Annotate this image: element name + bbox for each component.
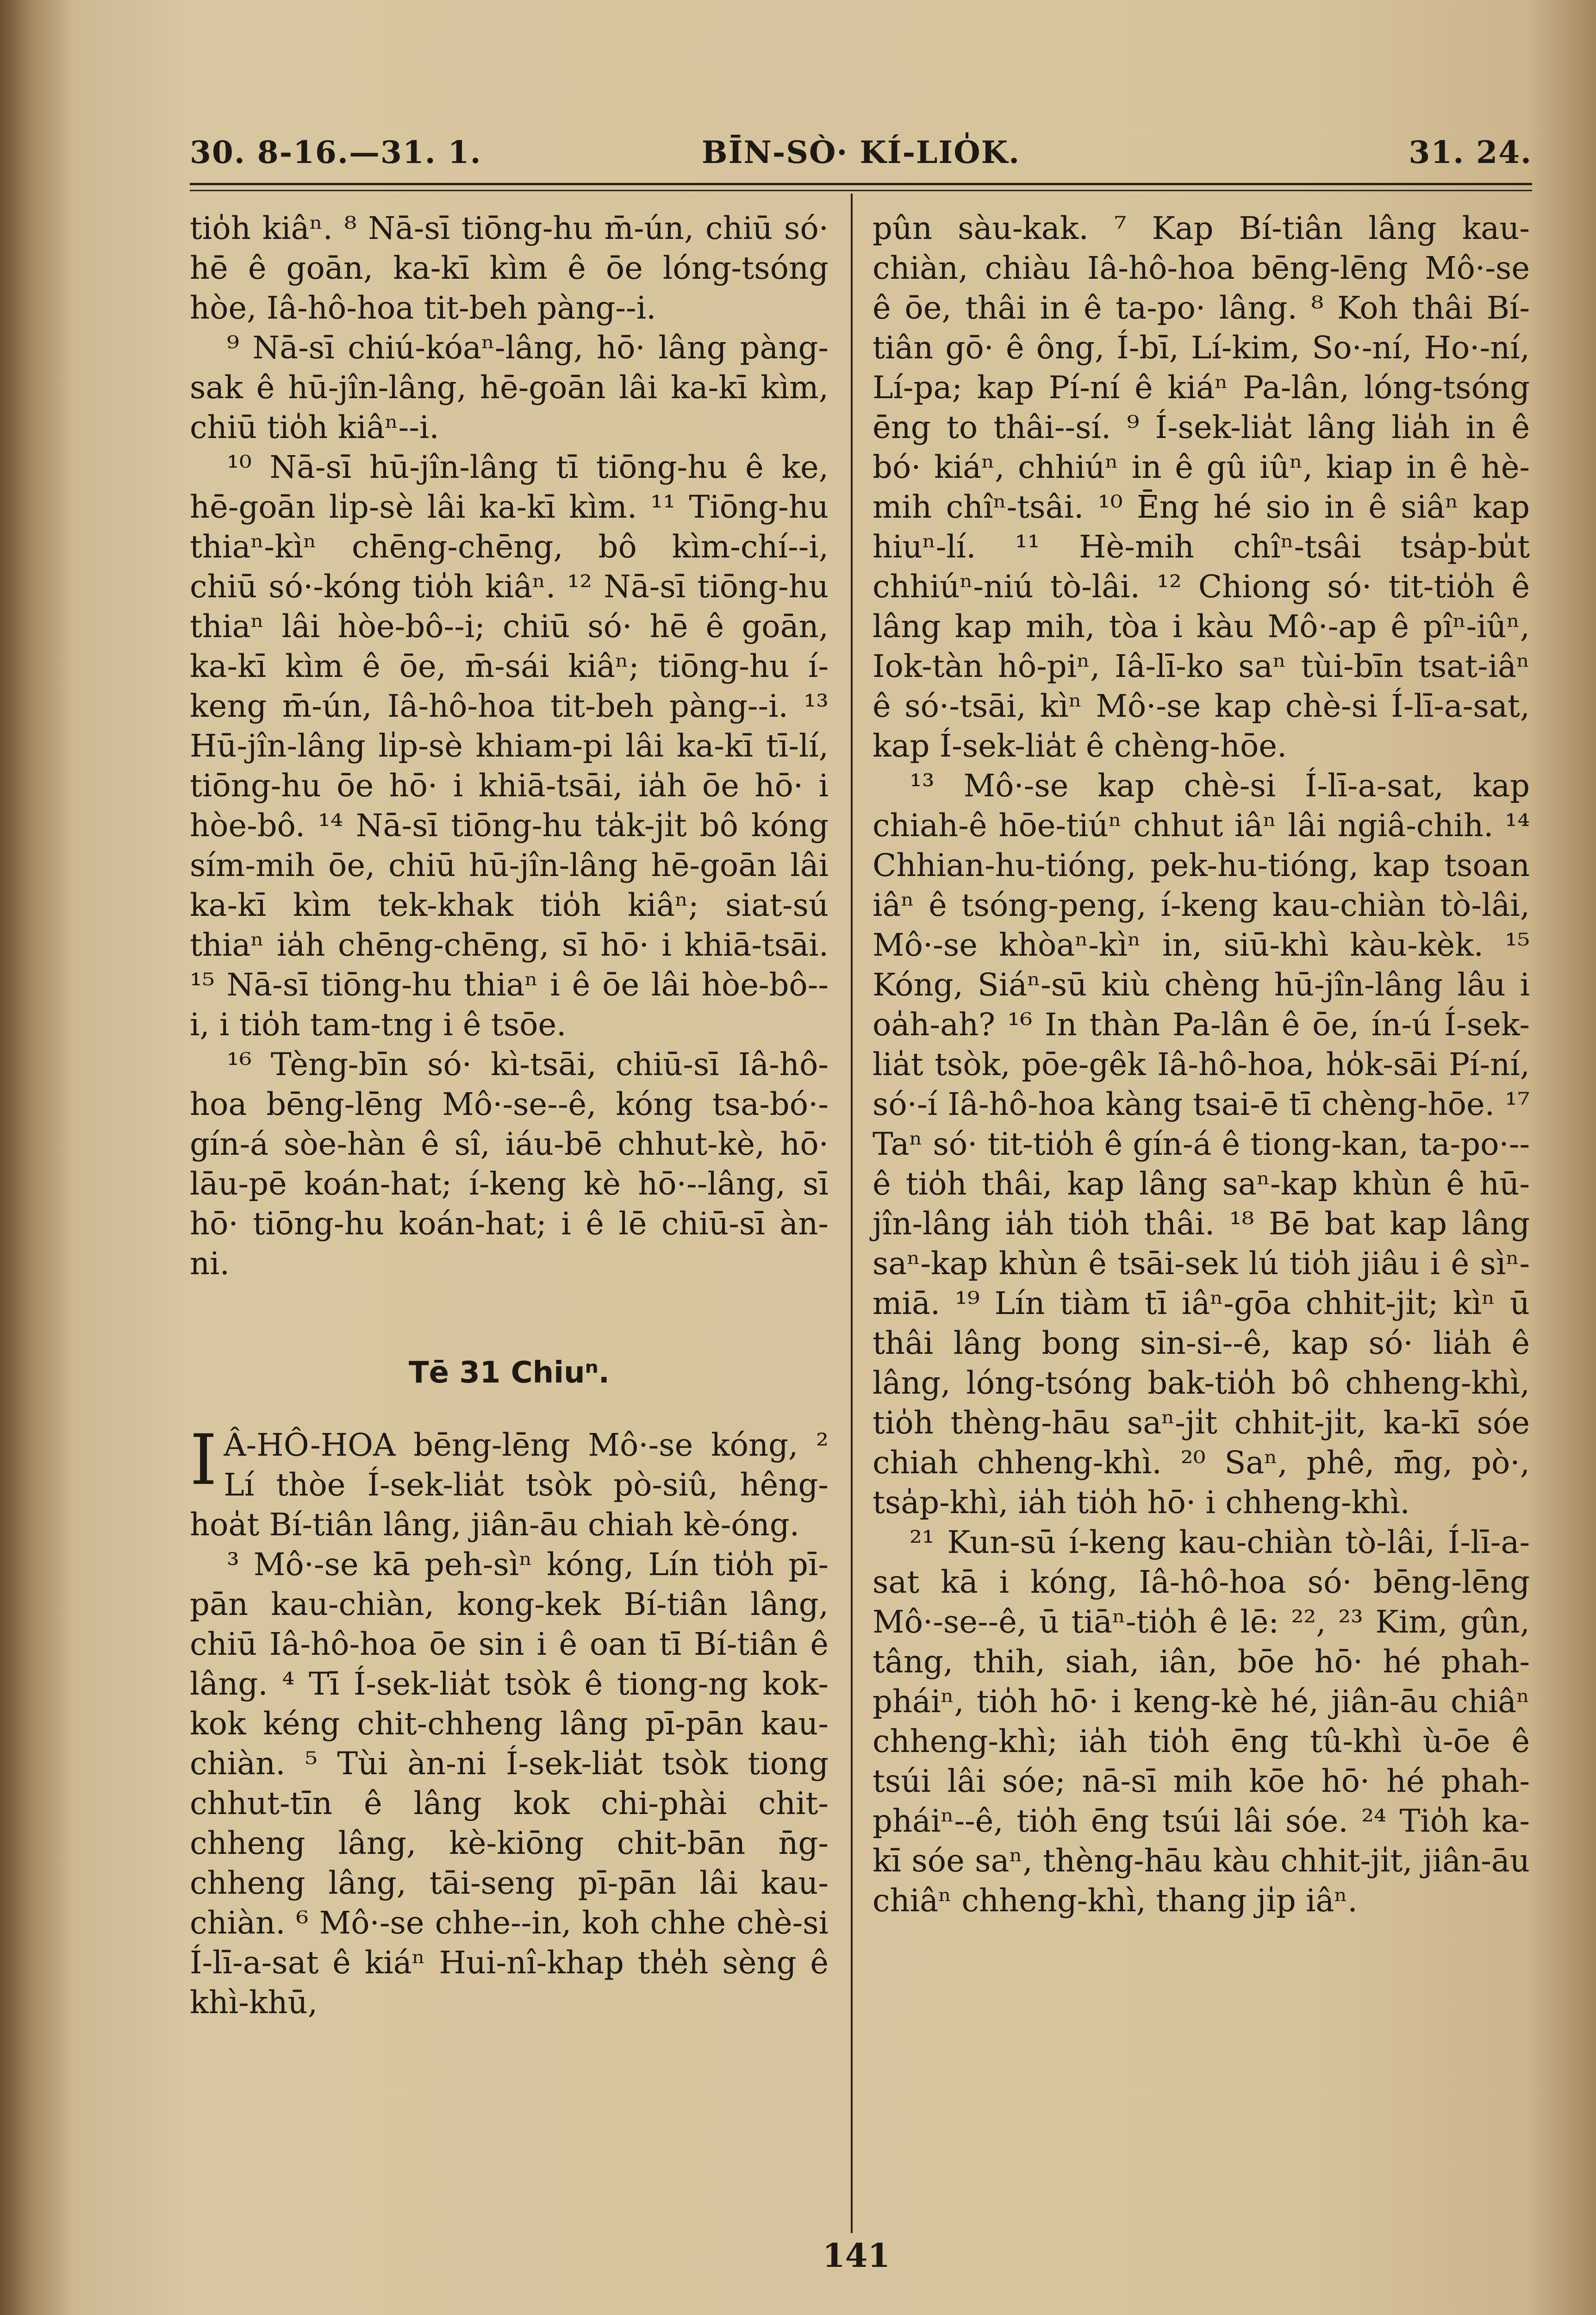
right-column	[873, 208, 1530, 1921]
left-column	[190, 208, 829, 2022]
header-rule-thin	[190, 190, 1532, 191]
paragraph: pûn sàu-kak. ⁷ Kap Bí-tiân lâng kau-chiàn, chiàu Iâ-hô-hoa bēng-lēng Mô·-se ê ōe, thâi in ê ta-po· lâng. ⁸ Koh thâi Bí-tiân gō· ê ông, Í-bī, Lí-kim, So·-ní, Ho·-ní, Lí-pa; kap Pí-ní ê kiáⁿ Pa-lân, lóng-tsóng ēng to thâi--sí. ⁹ Í-sek-lia̍t lâng lia̍h in ê bó· kiáⁿ, chhiúⁿ in ê gû iûⁿ, kiap in ê hè-mih chîⁿ-tsâi. ¹⁰ Ēng hé sio in ê siâⁿ kap hiuⁿ-lí. ¹¹ Hè-mih chîⁿ-tsâi tsa̍p-bu̍t chhiúⁿ-niú tò-lâi. ¹² Chiong só· tit-tio̍h ê lâng kap mih, tòa i kàu Mô·-ap ê pîⁿ-iûⁿ, Iok-tàn hô-piⁿ, Iâ-lī-ko saⁿ tùi-bīn tsat-iâⁿ ê só·-tsāi, kìⁿ Mô·-se kap chè-si Í-lī-a-sat, kap Í-sek-lia̍t ê chèng-hōe.	[873, 210, 1530, 764]
drop-cap: I	[190, 1420, 218, 1501]
running-header	[190, 125, 1532, 181]
header-rule-thick	[190, 183, 1532, 185]
paragraph: ¹⁶ Tèng-bīn só· kì-tsāi, chiū-sī Iâ-hô-hoa bēng-lēng Mô·-se--ê, kóng tsa-bó·-gín-á sòe-hàn ê sî, iáu-bē chhut-kè, hō· lāu-pē koán-hat; í-keng kè hō·--lâng, sī hō· tiōng-hu koán-hat; i ê lē chiū-sī àn-ni.	[190, 1046, 829, 1282]
paragraph-text: Â-HÔ-HOA bēng-lēng Mô·-se kóng, ² Lí thòe Í-sek-lia̍t tsòk pò-siû, hêng-hoa̍t Bí-tiân lâng, jiân-āu chiah kè-óng.	[190, 1427, 829, 1543]
column-divider	[851, 194, 853, 2233]
paragraph: ¹⁰ Nā-sī hū-jîn-lâng tī tiōng-hu ê ke, hē-goān li̍p-sè lâi ka-kī kìm. ¹¹ Tiōng-hu thiaⁿ-kìⁿ chēng-chēng, bô kìm-chí--i, chiū só·-kóng tio̍h kiâⁿ. ¹² Nā-sī tiōng-hu thiaⁿ lâi hòe-bô--i; chiū só· hē ê goān, ka-kī kìm ê ōe, m̄-sái kiâⁿ; tiōng-hu í-keng m̄-ún, Iâ-hô-hoa tit-beh pàng--i. ¹³ Hū-jîn-lâng li̍p-sè khiam-pi lâi ka-kī tī-lí, tiōng-hu ōe hō· i khiā-tsāi, ia̍h ōe hō· i hòe-bô. ¹⁴ Nā-sī tiōng-hu ta̍k-ji̍t bô kóng sím-mih ōe, chiū hū-jîn-lâng hē-goān lâi ka-kī kìm tek-khak tio̍h kiâⁿ; siat-sú thiaⁿ ia̍h chēng-chēng, sī hō· i khiā-tsāi. ¹⁵ Nā-sī tiōng-hu thiaⁿ i ê ōe lâi hòe-bô--i, i tio̍h tam-tng i ê tsōe.	[190, 449, 829, 1043]
paragraph: ²¹ Kun-sū í-keng kau-chiàn tò-lâi, Í-lī-a-sat kā i kóng, Iâ-hô-hoa só· bēng-lēng Mô·-se--ê, ū tiāⁿ-tio̍h ê lē: ²², ²³ Kim, gûn, tâng, thih, siah, iân, bōe hō· hé phah-pháiⁿ, tio̍h hō· i keng-kè hé, jiân-āu chiâⁿ chheng-khì; ia̍h tio̍h ēng tû-khì ù-ōe ê tsúi lâi sóe; nā-sī mih kōe hō· hé phah-pháiⁿ--ê, tio̍h ēng tsúi lâi sóe. ²⁴ Tio̍h ka-kī sóe saⁿ, thèng-hāu kàu chhit-ji̍t, jiân-āu chiâⁿ chheng-khì, thang ji̍p iâⁿ.	[873, 1524, 1530, 1919]
page-number: 141	[822, 2236, 891, 2275]
paragraph: ⁹ Nā-sī chiú-kóaⁿ-lâng, hō· lâng pàng-sak ê hū-jîn-lâng, hē-goān lâi ka-kī kìm, chiū tio̍h kiâⁿ--i.	[190, 330, 829, 445]
header-book-title: BĪN-SÒ· KÍ-LIO̍K.	[701, 134, 1021, 170]
paragraph: tio̍h kiâⁿ. ⁸ Nā-sī tiōng-hu m̄-ún, chiū só· hē ê goān, ka-kī kìm ê ōe lóng-tsóng hòe, Iâ-hô-hoa tit-beh pàng--i.	[190, 210, 829, 326]
chapter-heading: Tē 31 Chiuⁿ.	[408, 1356, 610, 1390]
paragraph: ³ Mô·-se kā peh-sìⁿ kóng, Lín tio̍h pī-pān kau-chiàn, kong-kek Bí-tiân lâng, chiū Iâ-hô-hoa ōe sin i ê oan tī Bí-tiân ê lâng. ⁴ Tī Í-sek-lia̍t tsòk ê tiong-ng kok-kok kéng chit-chheng lâng pī-pān kau-chiàn. ⁵ Tùi àn-ni Í-sek-lia̍t tsòk tiong chhut-tīn ê lâng kok chi-phài chit-chheng lâng, kè-kiōng chit-bān n̄g-chheng lâng, tāi-seng pī-pān lâi kau-chiàn. ⁶ Mô·-se chhe--in, koh chhe chè-si Í-lī-a-sat ê kiáⁿ Hui-nî-khap the̍h sèng ê khì-khū,	[190, 1546, 829, 2021]
chapter-opening-paragraph	[190, 1420, 829, 1545]
paragraph: ¹³ Mô·-se kap chè-si Í-lī-a-sat, kap chiah-ê hōe-tiúⁿ chhut iâⁿ lâi ngiâ-chih. ¹⁴ Chhian-hu-tióng, pek-hu-tióng, kap tsoan iâⁿ ê tsóng-peng, í-keng kau-chiàn tò-lâi, Mô·-se khòaⁿ-kìⁿ in, siū-khì kàu-kèk. ¹⁵ Kóng, Siáⁿ-sū kiù chèng hū-jîn-lâng lâu i oa̍h-ah? ¹⁶ In thàn Pa-lân ê ōe, ín-ú Í-sek-lia̍t tsòk, pōe-gêk Iâ-hô-hoa, ho̍k-sāi Pí-ní, só·-í Iâ-hô-hoa kàng tsai-ē tī chèng-hōe. ¹⁷ Taⁿ só· tit-tio̍h ê gín-á ê tiong-kan, ta-po·--ê tio̍h thâi, kap lâng saⁿ-kap khùn ê hū-jîn-lâng ia̍h tio̍h thâi. ¹⁸ Bē bat kap lâng saⁿ-kap khùn ê tsāi-sek lú tio̍h jiâu i ê sìⁿ-miā. ¹⁹ Lín tiàm tī iâⁿ-gōa chhit-ji̍t; kìⁿ ū thâi lâng bong sin-si--ê, kap só· lia̍h ê lâng, lóng-tsóng bak-tio̍h bô chheng-khì, tio̍h thèng-hāu saⁿ-ji̍t chhit-ji̍t, ka-kī sóe chiah chheng-khì. ²⁰ Saⁿ, phê, m̄g, pò·, tsa̍p-khì, ia̍h tio̍h hō· i chheng-khì.	[873, 768, 1530, 1520]
header-chapter-range: 30. 8-16.—31. 1.	[190, 134, 482, 170]
header-end-verse: 31. 24.	[1409, 134, 1532, 170]
